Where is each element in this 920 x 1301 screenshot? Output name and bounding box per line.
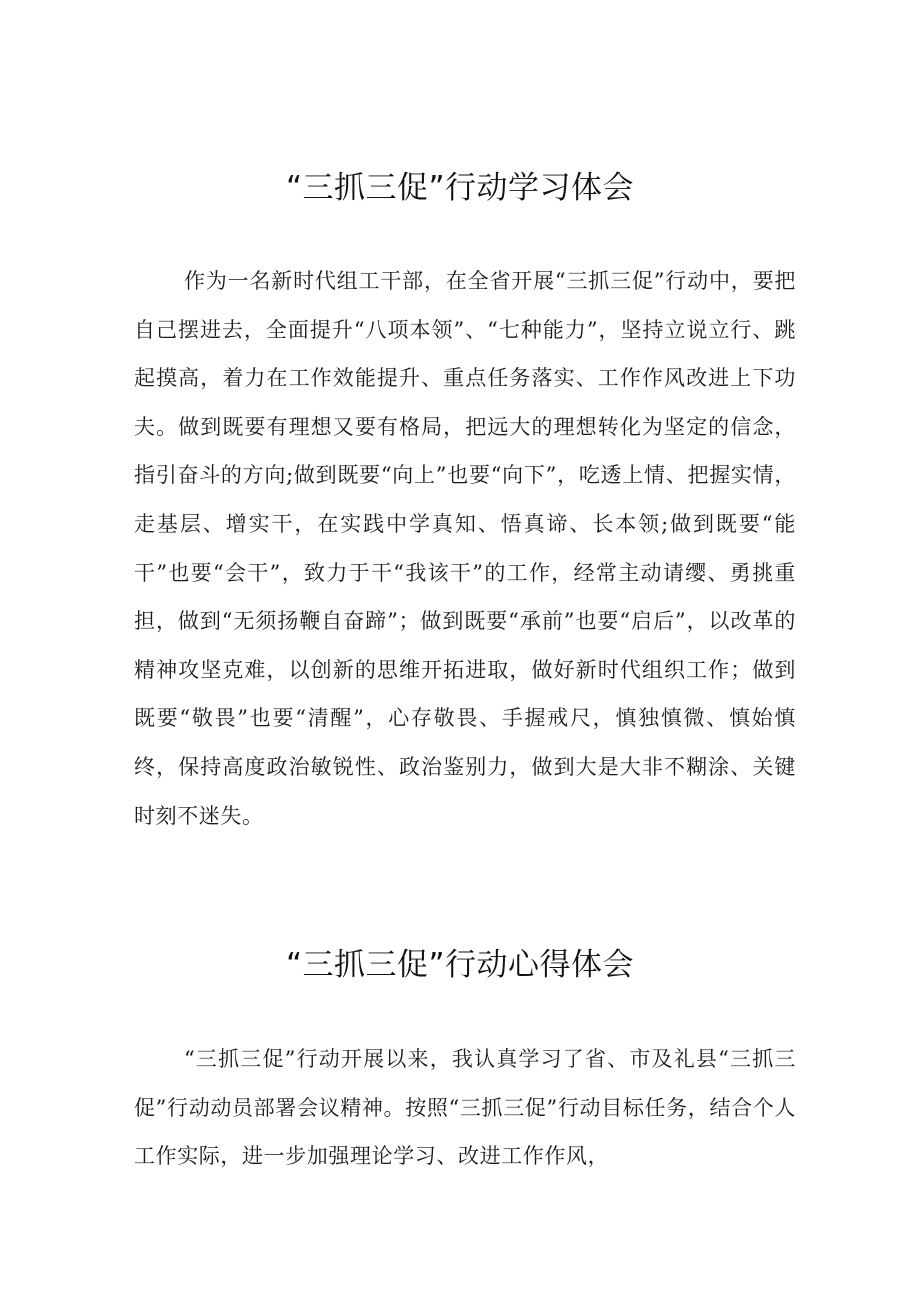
section-body-study-experience: 作为一名新时代组工干部，在全省开展“三抓三促”行动中，要把自己摆进去，全面提升“八项本领”、“七种能力”，坚持立说立行、跳起摸高，着力在工作效能提升、重点任务落实、工作作风改进上下功夫。做到既要有理想又要有格局，把远大的理想转化为坚定的信念，指引奋斗的方向;做到既要“向上”也要“向下”，吃透上情、把握实情，走基层、增实干，在实践中学真知、悟真谛、长本领;做到既要“能干”也要“会干”，致力于干“我该干”的工作，经常主动请缨、勇挑重担，做到“无须扬鞭自奋蹄”；做到既要“承前”也要“启后”，以改革的精神攻坚克难，以创新的思维开拓进取，做好新时代组织工作；做到既要“敬畏”也要“清醒”，心存敬畏、手握戒尺，慎独慎微、慎始慎终，保持高度政治敏锐性、政治鉴别力，做到大是大非不糊涂、关键时刻不迷失。 [134,269,796,828]
section-title-study-experience: “三抓三促”行动学习体会 [285,170,635,206]
section-title-action-experience: “三抓三促”行动心得体会 [285,947,635,983]
section-body-action-experience: “三抓三促”行动开展以来，我认真学习了省、市及礼县“三抓三促”行动动员部署会议精神。按照“三抓三促”行动目标任务，结合个人工作实际，进一步加强理论学习、改进工作作风， [134,1047,796,1169]
